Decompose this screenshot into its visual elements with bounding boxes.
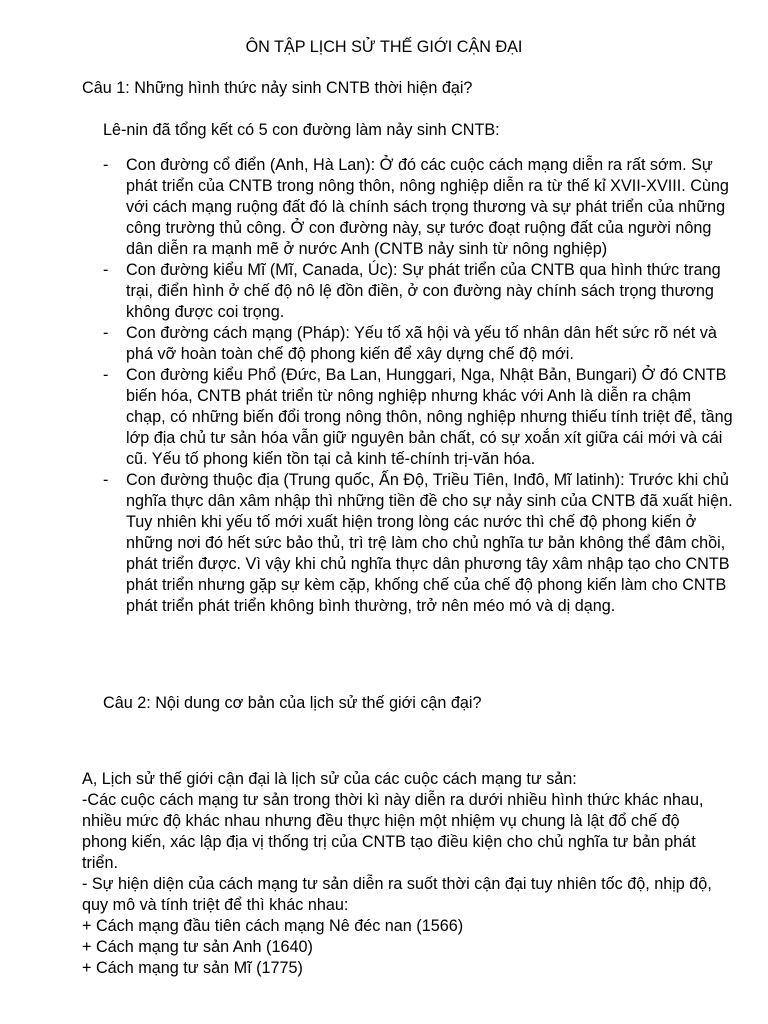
question-1-intro: Lê-nin đã tổng kết có 5 con đường làm nảy sinh CNTB:	[103, 121, 500, 139]
question-2: Câu 2: Nội dung cơ bản của lịch sử thế giới cận đại?	[103, 694, 482, 712]
list-item	[103, 323, 735, 365]
question-1: Câu 1: Những hình thức nảy sinh CNTB thời hiện đại?	[82, 79, 473, 97]
question-2-answer	[82, 769, 722, 979]
revolution-item: + Cách mạng tư sản Anh (1640)	[82, 938, 313, 956]
list-item-text: Con đường kiểu Phổ (Đức, Ba Lan, Hunggari, Nga, Nhật Bản, Bungari) Ở đó CNTB biến hóa, CNTB phát triển từ nông nghiệp nhưng khác với Anh là diễn ra chậm chạp, có những biến đổi trong nông thôn, nông nghiệp nhưng thiếu tính triệt để, tầng lớp địa chủ tư sản hóa vẫn giữ nguyên bản chất, có sự xoắn xít giữa cái mới và cái cũ. Yếu tố phong kiến tồn tại cả kinh tế-chính trị-văn hóa.	[126, 366, 733, 468]
list-item-text: Con đường cách mạng (Pháp): Yếu tố xã hội và yếu tố nhân dân hết sức rõ nét và phá vỡ hoàn toàn chế độ phong kiến để xây dựng chế độ mới.	[126, 324, 717, 363]
list-item	[103, 365, 735, 470]
answer-paragraph: - Sự hiện diện của cách mạng tư sản diễn ra suốt thời cận đại tuy nhiên tốc độ, nhịp độ, quy mô và tính triệt để thì khác nhau:	[82, 875, 712, 914]
document-title: ÔN TẬP LỊCH SỬ THẾ GIỚI CẬN ĐẠI	[245, 38, 523, 56]
list-item-text: Con đường kiểu Mĩ (Mĩ, Canada, Úc): Sự phát triển của CNTB qua hình thức trang trại, điển hình ở chế độ nô lệ đồn điền, ở con đường này chính sách trọng thương không được coi trọng.	[126, 261, 721, 321]
bullet-dash: -	[103, 156, 109, 174]
list-item	[103, 470, 735, 617]
revolution-item: + Cách mạng tư sản Mĩ (1775)	[82, 959, 303, 977]
list-item-text: Con đường thuộc địa (Trung quốc, Ấn Độ, Triều Tiên, Inđô, Mĩ latinh): Trước khi chủ nghĩa thực dân xâm nhập thì những tiền đề cho sự nảy sinh của CNTB đã xuất hiện. Tuy nhiên khi yếu tố mới xuất hiện trong lòng các nước thì chế độ phong kiến ở những nơi đó hết sức bảo thủ, trì trệ làm cho chủ nghĩa tư bản không thể đâm chồi, phát triển được. Vì vậy khi chủ nghĩa thực dân phương tây xâm nhập tạo cho CNTB phát triển nhưng gặp sự kèm cặp, khống chế của chế độ phong kiến làm cho CNTB phát triển phát triển không bình thường, trở nên méo mó và dị dạng.	[126, 471, 733, 615]
answer-paragraph: -Các cuộc cách mạng tư sản trong thời kì này diễn ra dưới nhiều hình thức khác nhau, nhiều mức độ khác nhau nhưng đều thực hiện một nhiệm vụ chung là lật đổ chế độ phong kiến, xác lập địa vị thống trị của CNTB tạo điều kiện cho chủ nghĩa tư bản phát triển.	[82, 791, 704, 872]
bullet-dash: -	[103, 471, 109, 489]
bullet-dash: -	[103, 261, 109, 279]
answer-heading: A, Lịch sử thế giới cận đại là lịch sử của các cuộc cách mạng tư sản:	[82, 770, 577, 788]
five-paths-list	[103, 155, 735, 617]
list-item	[103, 260, 735, 323]
list-item-text: Con đường cổ điển (Anh, Hà Lan): Ở đó các cuộc cách mạng diễn ra rất sớm. Sự phát triển của CNTB trong nông thôn, nông nghiệp diễn ra từ thế kỉ XVII-XVIII. Cùng với cách mạng ruộng đất đó là chính sách trọng thương và sự phát triển của những công trường thủ công. Ở con đường này, sự tước đoạt ruộng đất của người nông dân diễn ra mạnh mẽ ở nước Anh (CNTB nảy sinh từ nông nghiệp)	[126, 156, 729, 258]
list-item	[103, 155, 735, 260]
bullet-dash: -	[103, 324, 109, 342]
revolution-item: + Cách mạng đầu tiên cách mạng Nê đéc nan (1566)	[82, 917, 464, 935]
bullet-dash: -	[103, 366, 109, 384]
